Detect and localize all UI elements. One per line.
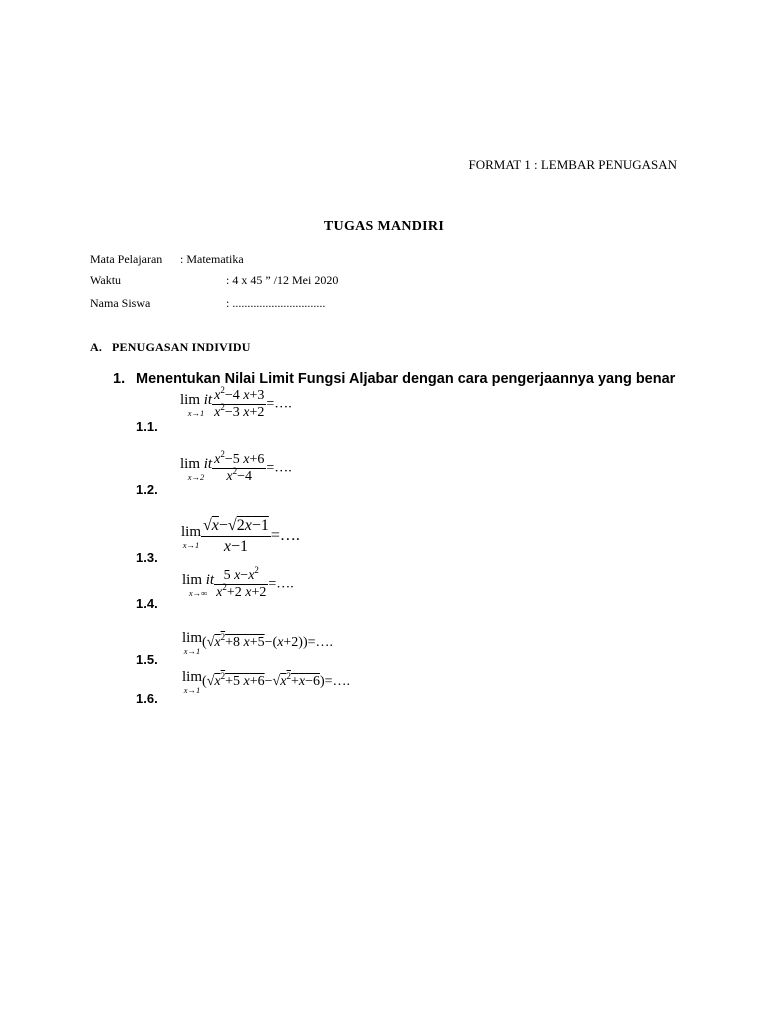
item-number: 1.3. [136,550,158,565]
subject-value: : Matematika [180,252,244,266]
equation-1-5: lim x→1 ($√x^2+8$ x+5−(x+2))=…. [182,630,334,656]
equation-1-2: lim it x→2 $\frac{x^2-5 x+6}{x^2-4}$ =…. [180,449,292,484]
equation-1-6: lim x→1 ($√x^2+5$ $x+6-√x^2+x-6)=\dots$. [182,669,351,695]
question-number: 1. [113,371,126,387]
student-name-value: : ............................... [226,296,326,310]
student-name-label: Nama Siswa [90,296,151,310]
item-number: 1.6. [136,691,158,706]
time-label: Waktu [90,273,122,287]
section-title: PENUGASAN INDIVIDU [112,340,251,354]
item-number: 1.1. [136,419,158,434]
page-title: TUGAS MANDIRI [323,219,445,234]
equation-1-3: lim x→1 $\frac{√x-√2x-1}{x-1}$ =…. [181,517,300,555]
item-number: 1.5. [136,652,158,667]
item-number: 1.4. [136,596,158,611]
subject-label: Mata Pelajaran [90,252,163,266]
time-value: : 4 x 45 ” /12 Mei 2020 [226,273,339,287]
equation-1-1: lim it x→1 $\frac{x^2-4 x+3}{x^2-3 x+2}$ =…. [180,385,292,420]
section-letter: A. [90,340,103,354]
item-number: 1.2. [136,482,158,497]
equation-1-4: lim it x→∞ $\frac{5 x-x^2}{x^2+2 x+2}$ =…. [182,565,294,600]
format-label: FORMAT 1 : LEMBAR PENUGASAN [468,157,677,172]
question-text: Menentukan Nilai Limit Fungsi Aljabar dengan cara pengerjaannya yang benar [136,371,676,387]
